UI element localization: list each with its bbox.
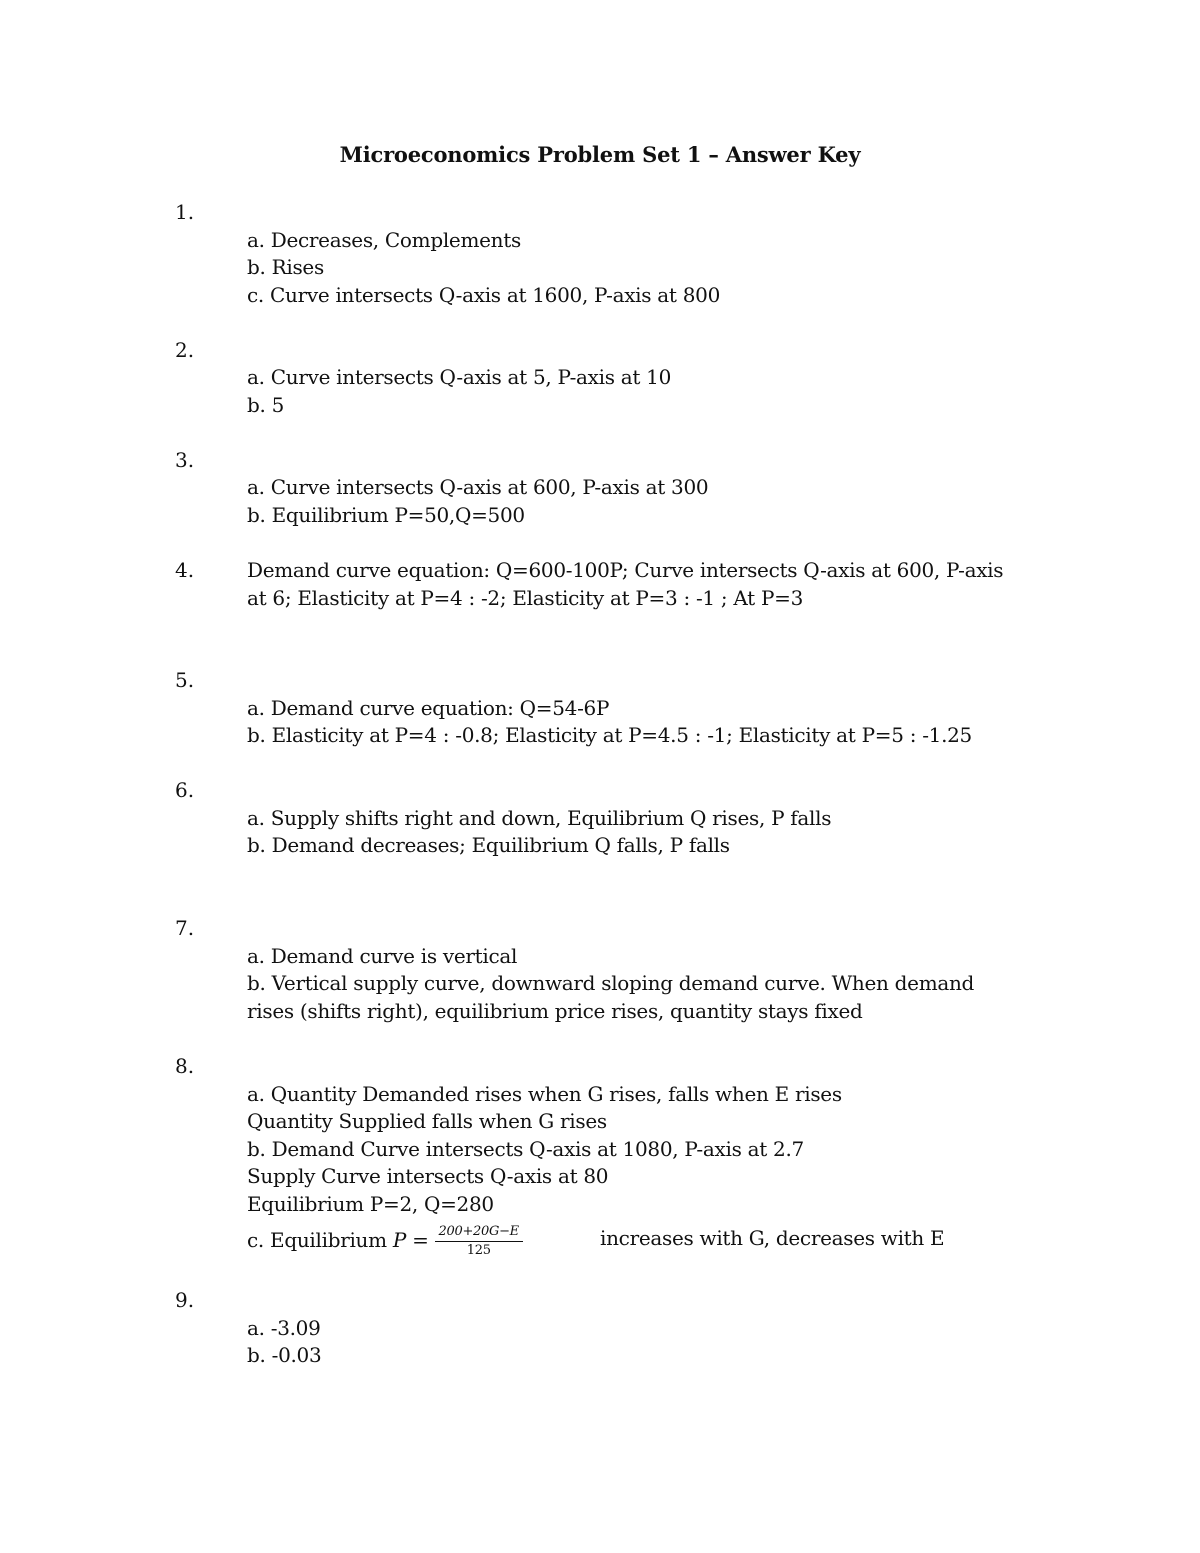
question-2-number: 2. bbox=[175, 338, 195, 362]
question-6-answer-b: b. Demand decreases; Equilibrium Q falls, P falls bbox=[247, 833, 730, 857]
question-5-answer-b: b. Elasticity at P=4 : -0.8; Elasticity at P=4.5 : -1; Elasticity at P=5 : -1.25 bbox=[247, 723, 972, 747]
equilibrium-price-fraction bbox=[435, 1224, 523, 1259]
question-3-answer-a: a. Curve intersects Q-axis at 600, P-axis at 300 bbox=[247, 475, 709, 499]
question-8-answer-a-line-1: a. Quantity Demanded rises when G rises, falls when E rises bbox=[247, 1082, 842, 1106]
question-3-answer-b: b. Equilibrium P=50,Q=500 bbox=[247, 503, 525, 527]
question-8-answer-b-line-3: Equilibrium P=2, Q=280 bbox=[247, 1192, 494, 1216]
question-5-number: 5. bbox=[175, 668, 195, 692]
question-3-number: 3. bbox=[175, 448, 195, 472]
question-8-number: 8. bbox=[175, 1054, 195, 1078]
question-6-number: 6. bbox=[175, 778, 195, 802]
question-4-answer-line-2: at 6; Elasticity at P=4 : -2; Elasticity at P=3 : -1 ; At P=3 bbox=[247, 586, 804, 610]
question-8-answer-c-prefix: c. Equilibrium bbox=[247, 1228, 393, 1252]
fraction-numerator: 200+20G−E bbox=[435, 1224, 523, 1242]
question-8-answer-b-line-1: b. Demand Curve intersects Q-axis at 1080, P-axis at 2.7 bbox=[247, 1137, 804, 1161]
question-8-answer-a-line-2: Quantity Supplied falls when G rises bbox=[247, 1109, 607, 1133]
question-1-answer-b: b. Rises bbox=[247, 255, 324, 279]
question-5-answer-a: a. Demand curve equation: Q=54-6P bbox=[247, 696, 610, 720]
question-1-answer-c: c. Curve intersects Q-axis at 1600, P-axis at 800 bbox=[247, 283, 720, 307]
question-6-answer-a: a. Supply shifts right and down, Equilibrium Q rises, P falls bbox=[247, 806, 832, 830]
question-2-answer-a: a. Curve intersects Q-axis at 5, P-axis at 10 bbox=[247, 365, 672, 389]
question-4-number: 4. bbox=[175, 558, 195, 582]
document-title: Microeconomics Problem Set 1 – Answer Key bbox=[339, 142, 861, 167]
question-8-answer-c-conclusion: increases with G, decreases with E bbox=[600, 1226, 945, 1250]
question-7-answer-b-line-2: rises (shifts right), equilibrium price rises, quantity stays fixed bbox=[247, 999, 863, 1023]
question-9-number: 9. bbox=[175, 1288, 195, 1312]
fraction-denominator: 125 bbox=[466, 1243, 491, 1258]
question-9-answer-b: b. -0.03 bbox=[247, 1343, 322, 1367]
question-1-number: 1. bbox=[175, 200, 195, 224]
question-2-answer-b: b. 5 bbox=[247, 393, 285, 417]
question-8-answer-b-line-2: Supply Curve intersects Q-axis at 80 bbox=[247, 1164, 609, 1188]
question-7-answer-a: a. Demand curve is vertical bbox=[247, 944, 518, 968]
question-7-answer-b-line-1: b. Vertical supply curve, downward sloping demand curve. When demand bbox=[247, 971, 975, 995]
question-7-number: 7. bbox=[175, 916, 195, 940]
question-4-answer-line-1: Demand curve equation: Q=600-100P; Curve intersects Q-axis at 600, P-axis bbox=[247, 558, 1004, 582]
question-9-answer-a: a. -3.09 bbox=[247, 1316, 321, 1340]
question-8-answer-c bbox=[247, 1224, 523, 1259]
question-1-answer-a: a. Decreases, Complements bbox=[247, 228, 521, 252]
equilibrium-price-variable: P = bbox=[392, 1228, 429, 1252]
